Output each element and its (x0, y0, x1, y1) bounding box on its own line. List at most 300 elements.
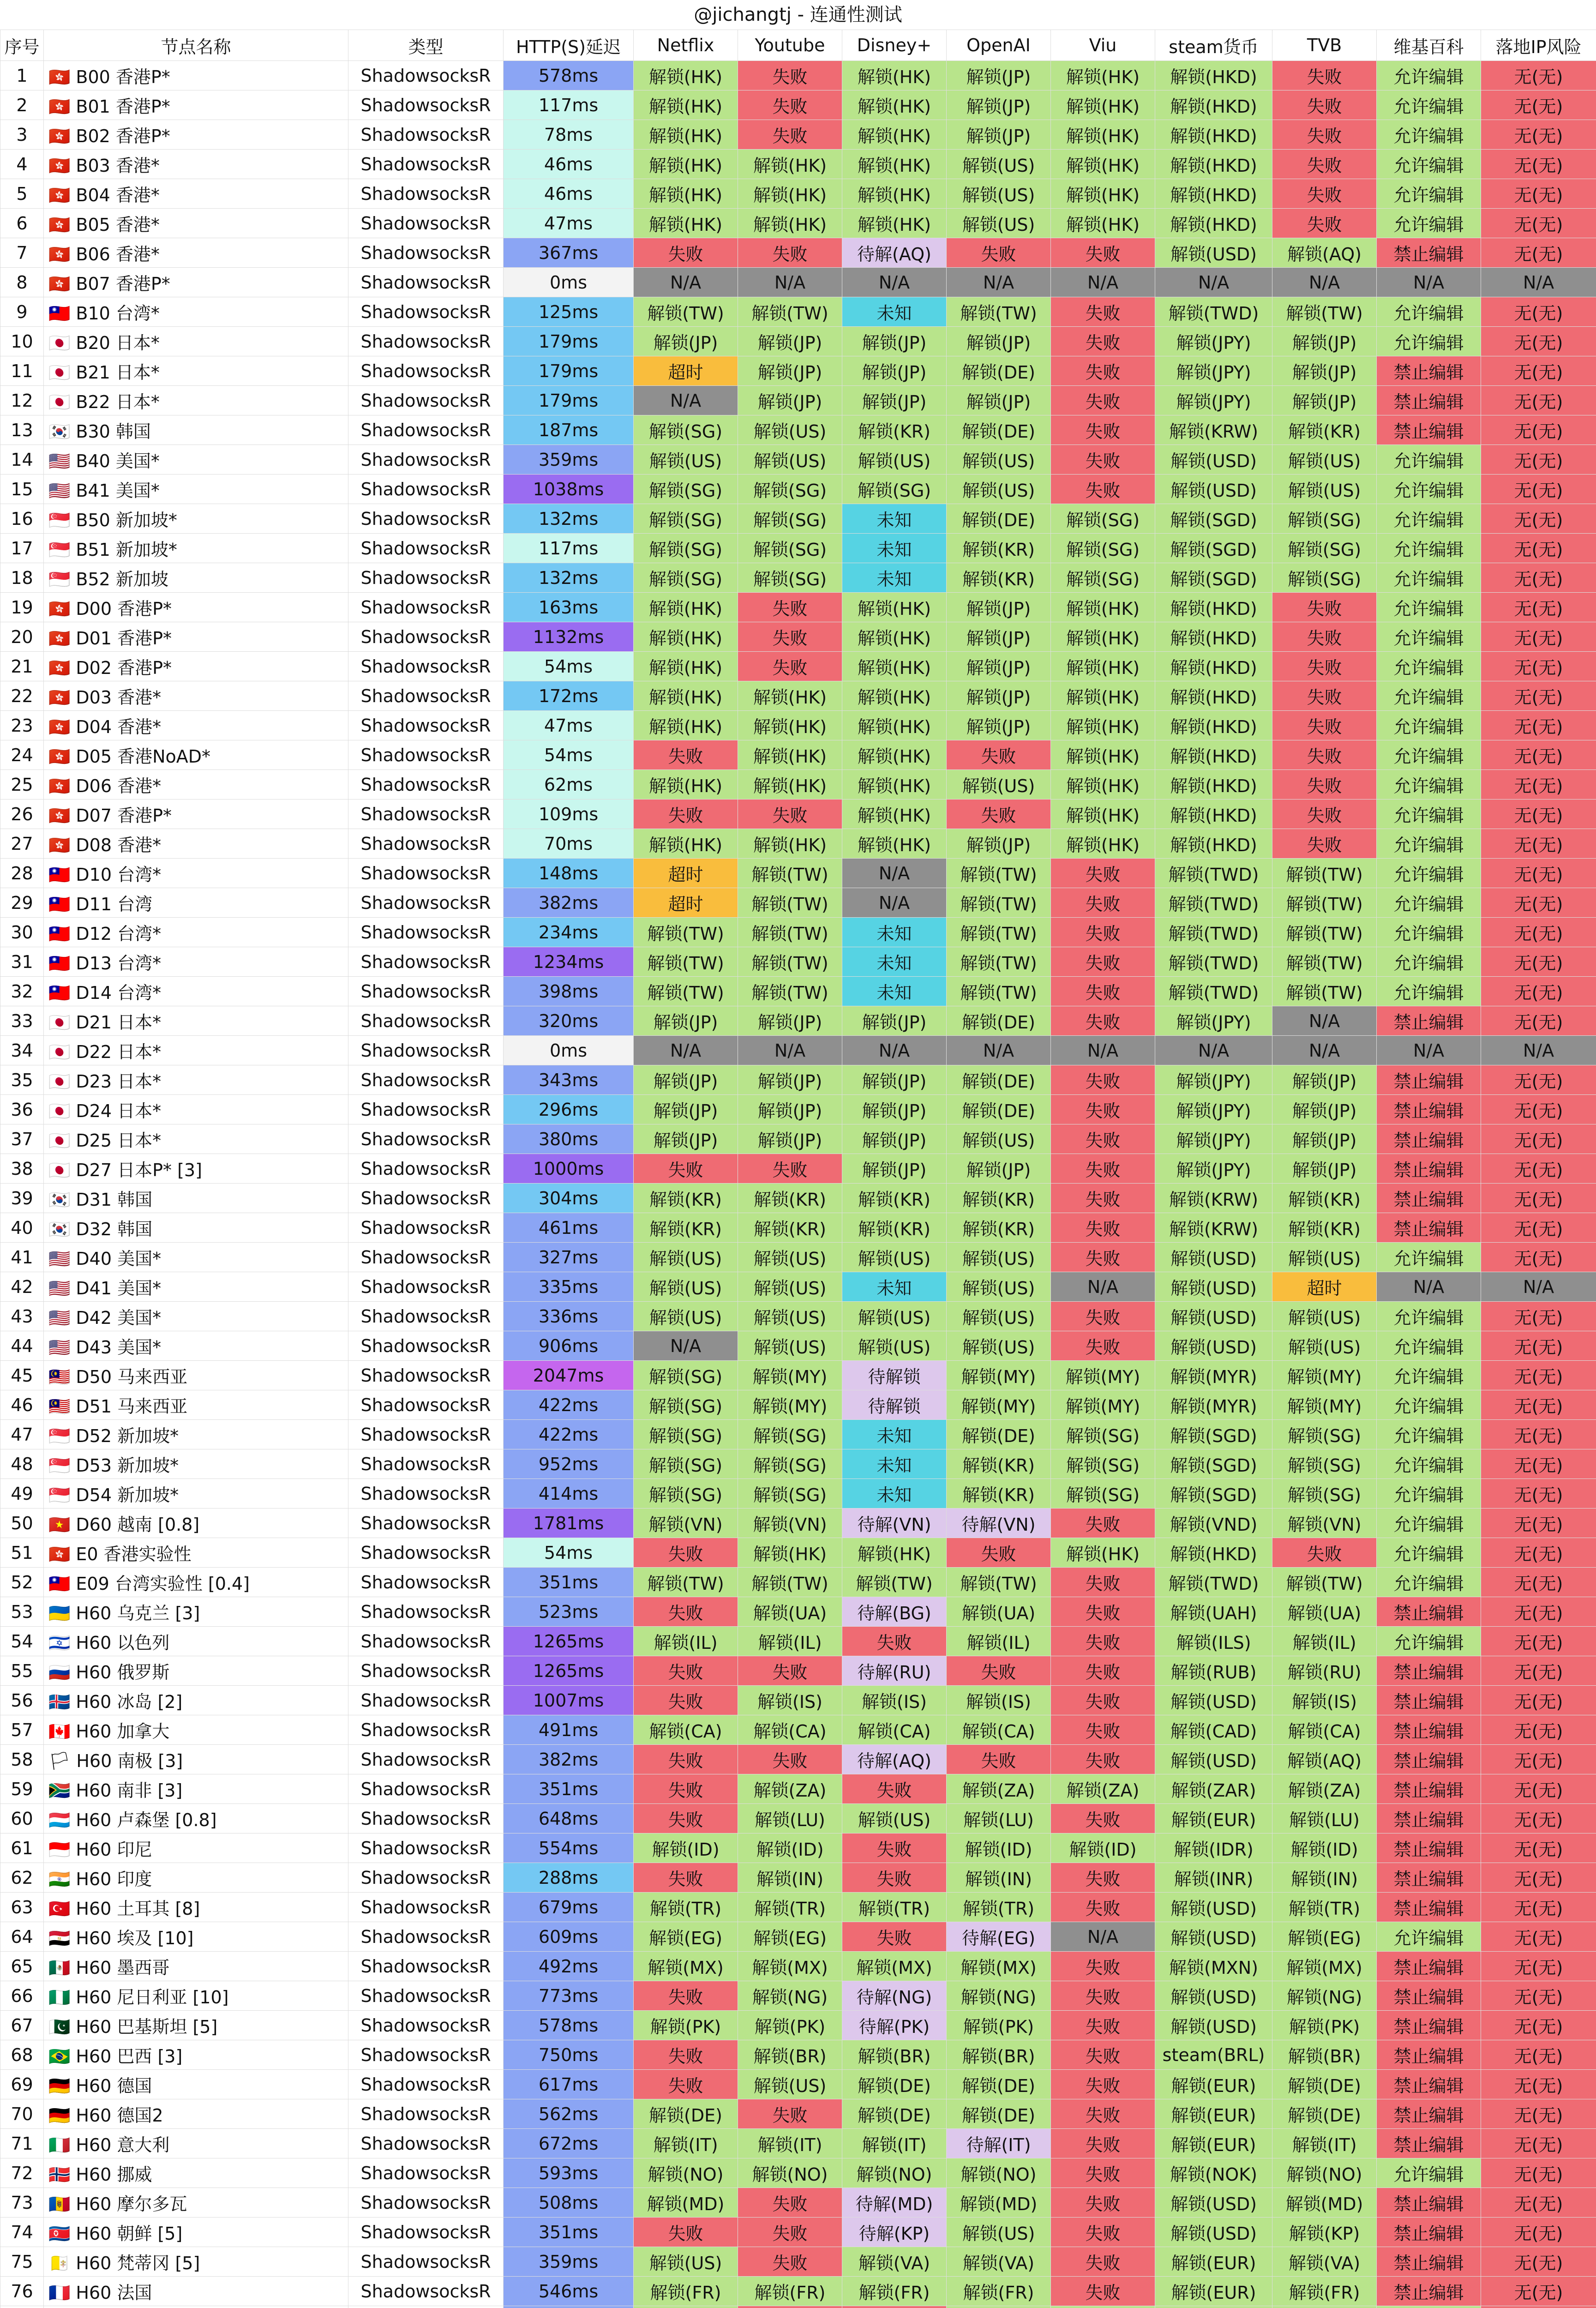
status-cell: 解锁(JP) (842, 386, 947, 415)
status-cell: 失败 (1272, 622, 1377, 652)
status-cell: 失败 (634, 238, 738, 268)
status-cell: 失败 (634, 1597, 738, 1627)
status-cell: 解锁(TW) (947, 888, 1051, 918)
status-cell: 失败 (1272, 61, 1377, 90)
row-index: 58 (0, 1745, 44, 1774)
status-cell: 无(无) (1481, 386, 1596, 415)
row-index: 31 (0, 947, 44, 977)
node-type: ShadowsocksR (348, 947, 504, 977)
status-cell: 解锁(HKD) (1155, 90, 1272, 120)
node-type: ShadowsocksR (348, 1361, 504, 1390)
row-index: 10 (0, 327, 44, 356)
status-cell: 失败 (842, 1627, 947, 1656)
status-cell: 解锁(HK) (842, 150, 947, 179)
status-cell: 解锁(MX) (947, 1952, 1051, 1981)
status-cell: 解锁(HKD) (1155, 799, 1272, 829)
status-cell: 禁止编辑 (1377, 1981, 1481, 2011)
status-cell: 解锁(USD) (1155, 445, 1272, 475)
status-cell: 无(无) (1481, 1981, 1596, 2011)
status-cell: 失败 (842, 1774, 947, 1804)
status-cell: 解锁(DE) (947, 2099, 1051, 2129)
status-cell: 解锁(NOK) (1155, 2158, 1272, 2188)
status-cell: 解锁(KR) (947, 1479, 1051, 1509)
status-cell: 解锁(JP) (634, 327, 738, 356)
status-cell: 禁止编辑 (1377, 1095, 1481, 1124)
latency-cell: 109ms (504, 799, 634, 829)
latency-cell: 952ms (504, 1449, 634, 1479)
status-cell: 解锁(JP) (842, 1154, 947, 1184)
status-cell: 禁止编辑 (1377, 1006, 1481, 1036)
row-index: 2 (0, 90, 44, 120)
status-cell: 禁止编辑 (1377, 1745, 1481, 1774)
table-row (0, 297, 1596, 327)
status-cell: 待解锁 (842, 1390, 947, 1420)
status-cell: 允许编辑 (1377, 563, 1481, 593)
row-index: 60 (0, 1804, 44, 1833)
status-cell: 解锁(US) (1272, 1302, 1377, 1331)
node-type: ShadowsocksR (348, 1656, 504, 1686)
status-cell: 解锁(HK) (634, 179, 738, 209)
status-cell: 解锁(US) (842, 1331, 947, 1361)
latency-cell: 523ms (504, 1597, 634, 1627)
status-cell: 失败 (634, 799, 738, 829)
row-index: 69 (0, 2070, 44, 2099)
row-index: 29 (0, 888, 44, 918)
status-cell: 失败 (738, 799, 842, 829)
status-cell: 解锁(SG) (738, 1479, 842, 1509)
node-type: ShadowsocksR (348, 2218, 504, 2247)
latency-cell: 132ms (504, 504, 634, 534)
status-cell: 待解(AQ) (842, 238, 947, 268)
status-cell: N/A (634, 268, 738, 297)
node-name: 🇹🇷 H60 土耳其 [8] (44, 1893, 348, 1922)
status-cell: 解锁(TW) (738, 859, 842, 888)
latency-cell: 179ms (504, 356, 634, 386)
status-cell: 失败 (1051, 1331, 1155, 1361)
latency-cell: 1000ms (504, 1154, 634, 1184)
status-cell: N/A (1155, 268, 1272, 297)
row-index: 70 (0, 2099, 44, 2129)
status-cell: 失败 (1051, 1893, 1155, 1922)
status-cell: 解锁(JP) (1272, 1154, 1377, 1184)
row-index: 27 (0, 829, 44, 859)
node-name: 🇮🇹 H60 意大利 (44, 2129, 348, 2158)
status-cell: 解锁(IT) (738, 2129, 842, 2158)
status-cell: 解锁(MXN) (1155, 1952, 1272, 1981)
status-cell: 失败 (1272, 740, 1377, 770)
node-name: 🇸🇬 B52 新加坡 (44, 563, 348, 593)
status-cell: 解锁(TW) (947, 859, 1051, 888)
status-cell: 未知 (842, 1449, 947, 1479)
node-name: 🇮🇱 H60 以色列 (44, 1627, 348, 1656)
node-type: ShadowsocksR (348, 1449, 504, 1479)
status-cell: 解锁(USD) (1155, 475, 1272, 504)
status-cell: 禁止编辑 (1377, 1656, 1481, 1686)
table-row (0, 1302, 1596, 1331)
table-row (0, 2040, 1596, 2070)
status-cell: 无(无) (1481, 2011, 1596, 2040)
status-cell: 解锁(MD) (634, 2188, 738, 2218)
node-type: ShadowsocksR (348, 1509, 504, 1538)
latency-cell: 2047ms (504, 1361, 634, 1390)
status-cell: 解锁(HK) (842, 740, 947, 770)
row-index: 34 (0, 1036, 44, 1065)
table-row (0, 1361, 1596, 1390)
table-row (0, 622, 1596, 652)
status-cell: 无(无) (1481, 1686, 1596, 1715)
status-cell: 解锁(USD) (1155, 1272, 1272, 1302)
status-cell: 解锁(PK) (738, 2011, 842, 2040)
status-cell: 解锁(HK) (842, 681, 947, 711)
node-type: ShadowsocksR (348, 1213, 504, 1243)
node-name: 🇭🇰 D08 香港* (44, 829, 348, 859)
latency-cell: 288ms (504, 1863, 634, 1893)
row-index: 24 (0, 740, 44, 770)
status-cell: 解锁(JP) (1272, 386, 1377, 415)
node-name: 🇹🇼 D12 台湾* (44, 918, 348, 947)
status-cell: 失败 (1051, 1302, 1155, 1331)
status-cell: 允许编辑 (1377, 622, 1481, 652)
status-cell: 解锁(KR) (842, 1213, 947, 1243)
status-cell: 允许编辑 (1377, 297, 1481, 327)
status-cell: 无(无) (1481, 1833, 1596, 1863)
node-name: 🇲🇾 D50 马来西亚 (44, 1361, 348, 1390)
node-type: ShadowsocksR (348, 1893, 504, 1922)
status-cell: 解锁(VN) (1272, 1509, 1377, 1538)
status-cell: N/A (1377, 268, 1481, 297)
status-cell: 解锁(MX) (634, 1952, 738, 1981)
status-cell: 解锁(TW) (1272, 297, 1377, 327)
status-cell: N/A (1051, 1036, 1155, 1065)
status-cell: 解锁(DE) (842, 2070, 947, 2099)
status-cell: 无(无) (1481, 1390, 1596, 1420)
status-cell: 解锁(SG) (1051, 504, 1155, 534)
status-cell: 解锁(BR) (842, 2040, 947, 2070)
status-cell: 失败 (1051, 2129, 1155, 2158)
status-cell: 失败 (738, 652, 842, 681)
status-cell: 禁止编辑 (1377, 2070, 1481, 2099)
node-name: 🇷🇺 H60 俄罗斯 (44, 1656, 348, 1686)
status-cell: 允许编辑 (1377, 681, 1481, 711)
status-cell: 禁止编辑 (1377, 1213, 1481, 1243)
node-name: 🇹🇼 D13 台湾* (44, 947, 348, 977)
status-cell: 解锁(TW) (634, 947, 738, 977)
status-cell: 无(无) (1481, 2188, 1596, 2218)
status-cell: 解锁(EG) (634, 1922, 738, 1952)
status-cell: N/A (842, 268, 947, 297)
node-name: 🇯🇵 D27 日本P* [3] (44, 1154, 348, 1184)
status-cell: 解锁(HK) (634, 209, 738, 238)
table-row (0, 799, 1596, 829)
node-type: ShadowsocksR (348, 1243, 504, 1272)
status-cell: 失败 (1272, 593, 1377, 622)
row-index: 7 (0, 238, 44, 268)
status-cell: 解锁(KR) (738, 1184, 842, 1213)
status-cell: 解锁(SG) (842, 475, 947, 504)
status-cell: 解锁(HKD) (1155, 61, 1272, 90)
status-cell: 无(无) (1481, 740, 1596, 770)
status-cell: 解锁(TR) (947, 1893, 1051, 1922)
status-cell: 失败 (634, 1774, 738, 1804)
status-cell: 解锁(JP) (634, 1095, 738, 1124)
status-cell: 解锁(JPY) (1155, 327, 1272, 356)
status-cell: 失败 (634, 1656, 738, 1686)
status-cell: 失败 (738, 120, 842, 150)
status-cell: 失败 (634, 2070, 738, 2099)
node-type: ShadowsocksR (348, 1538, 504, 1568)
status-cell: 禁止编辑 (1377, 1833, 1481, 1863)
latency-cell: 1265ms (504, 1627, 634, 1656)
table-row (0, 829, 1596, 859)
node-name: 🇭🇰 B00 香港P* (44, 61, 348, 90)
status-cell: 失败 (1051, 415, 1155, 445)
node-type: ShadowsocksR (348, 2277, 504, 2306)
status-cell: 解锁(TW) (1272, 859, 1377, 888)
latency-cell: 562ms (504, 2099, 634, 2129)
status-cell: 解锁(RU) (1272, 1656, 1377, 1686)
status-cell: 解锁(ID) (947, 1833, 1051, 1863)
status-cell: 无(无) (1481, 799, 1596, 829)
status-cell: 无(无) (1481, 209, 1596, 238)
node-name: 🇩🇪 H60 德国 (44, 2070, 348, 2099)
status-cell: 解锁(KP) (1272, 2218, 1377, 2247)
status-cell: 允许编辑 (1377, 475, 1481, 504)
status-cell (947, 2306, 1051, 2308)
latency-cell: 1234ms (504, 947, 634, 977)
node-name: 🇿🇦 H60 南非 [3] (44, 1774, 348, 1804)
status-cell: 解锁(LU) (1272, 1804, 1377, 1833)
node-name: 🇮🇸 H60 冰岛 [2] (44, 1686, 348, 1715)
node-name: 🇮🇩 H60 印尼 (44, 1833, 348, 1863)
status-cell: 解锁(JP) (1272, 356, 1377, 386)
status-cell: 解锁(HK) (634, 120, 738, 150)
status-cell: 解锁(KR) (947, 1184, 1051, 1213)
table-row (0, 61, 1596, 90)
status-cell: 解锁(ZA) (947, 1774, 1051, 1804)
table-row (0, 1479, 1596, 1509)
row-index: 57 (0, 1715, 44, 1745)
row-index: 71 (0, 2129, 44, 2158)
row-index: 15 (0, 475, 44, 504)
status-cell: 失败 (1051, 1184, 1155, 1213)
latency-cell: 750ms (504, 2040, 634, 2070)
status-cell: 解锁(TW) (1272, 977, 1377, 1006)
status-cell (1051, 2306, 1155, 2308)
latency-cell: 359ms (504, 445, 634, 475)
status-cell: 失败 (634, 2218, 738, 2247)
status-cell: 解锁(UA) (1272, 1597, 1377, 1627)
row-index: 54 (0, 1627, 44, 1656)
latency-cell: 54ms (504, 652, 634, 681)
status-cell: 允许编辑 (1377, 1568, 1481, 1597)
status-cell: steam(BRL) (1155, 2040, 1272, 2070)
latency-cell: 320ms (504, 1006, 634, 1036)
status-cell: 解锁(NO) (947, 2158, 1051, 2188)
row-index: 17 (0, 534, 44, 563)
status-cell: 解锁(HKD) (1155, 652, 1272, 681)
status-cell: 无(无) (1481, 445, 1596, 475)
latency-cell: 117ms (504, 534, 634, 563)
node-type: ShadowsocksR (348, 1952, 504, 1981)
node-name: 🇹🇼 D14 台湾* (44, 977, 348, 1006)
node-type: ShadowsocksR (348, 1302, 504, 1331)
status-cell: 允许编辑 (1377, 947, 1481, 977)
status-cell: 失败 (738, 2247, 842, 2277)
status-cell: 无(无) (1481, 2158, 1596, 2188)
status-cell: 未知 (842, 918, 947, 947)
status-cell: 解锁(UA) (947, 1597, 1051, 1627)
status-cell: 失败 (1272, 652, 1377, 681)
row-index: 50 (0, 1509, 44, 1538)
status-cell: 解锁(EUR) (1155, 2070, 1272, 2099)
table-row (0, 1154, 1596, 1184)
status-cell: 解锁(US) (738, 445, 842, 475)
status-cell: 无(无) (1481, 504, 1596, 534)
table-row (0, 1686, 1596, 1715)
node-type: ShadowsocksR (348, 1745, 504, 1774)
status-cell: N/A (634, 1331, 738, 1361)
status-cell: 失败 (1051, 2218, 1155, 2247)
status-cell: 无(无) (1481, 1331, 1596, 1361)
row-index: 61 (0, 1833, 44, 1863)
latency-cell: 117ms (504, 90, 634, 120)
row-index: 36 (0, 1095, 44, 1124)
status-cell: 失败 (947, 740, 1051, 770)
status-cell: 解锁(KR) (738, 1213, 842, 1243)
status-cell: 解锁(JPY) (1155, 356, 1272, 386)
status-cell: 解锁(JPY) (1155, 1154, 1272, 1184)
status-cell: N/A (1155, 1036, 1272, 1065)
status-cell: 无(无) (1481, 2040, 1596, 2070)
status-cell: 解锁(USD) (1155, 1922, 1272, 1952)
status-cell: 无(无) (1481, 1213, 1596, 1243)
status-cell: 解锁(EUR) (1155, 2277, 1272, 2306)
status-cell: 解锁(TWD) (1155, 1568, 1272, 1597)
status-cell: 解锁(HKD) (1155, 120, 1272, 150)
status-cell: 解锁(US) (842, 1302, 947, 1331)
node-type: ShadowsocksR (348, 1095, 504, 1124)
row-index: 75 (0, 2247, 44, 2277)
node-name: 🇭🇰 D01 香港P* (44, 622, 348, 652)
status-cell: 失败 (634, 740, 738, 770)
status-cell: 无(无) (1481, 1597, 1596, 1627)
status-cell: 解锁(SG) (738, 1449, 842, 1479)
status-cell: 解锁(HK) (738, 829, 842, 859)
status-cell: 禁止编辑 (1377, 1184, 1481, 1213)
status-cell: 解锁(SGD) (1155, 1449, 1272, 1479)
node-name: 🇯🇵 D24 日本* (44, 1095, 348, 1124)
status-cell: 解锁(SG) (1272, 1449, 1377, 1479)
column-header: 维基百科 (1377, 30, 1481, 61)
latency-cell: 554ms (504, 1833, 634, 1863)
status-cell: N/A (1272, 268, 1377, 297)
node-type: ShadowsocksR (348, 593, 504, 622)
node-name: 🇸🇬 B51 新加坡* (44, 534, 348, 563)
status-cell: 解锁(MY) (1272, 1361, 1377, 1390)
node-type (348, 2306, 504, 2308)
status-cell: 解锁(HK) (1051, 770, 1155, 799)
row-index: 33 (0, 1006, 44, 1036)
status-cell: 解锁(HK) (842, 209, 947, 238)
node-name: 🇺🇸 D43 美国* (44, 1331, 348, 1361)
latency-cell: 351ms (504, 1774, 634, 1804)
status-cell: 失败 (738, 90, 842, 120)
status-cell: 允许编辑 (1377, 593, 1481, 622)
row-index: 67 (0, 2011, 44, 2040)
status-cell: 失败 (1051, 2247, 1155, 2277)
status-cell: 允许编辑 (1377, 445, 1481, 475)
status-cell: 无(无) (1481, 770, 1596, 799)
node-name: 🇰🇵 H60 朝鲜 [5] (44, 2218, 348, 2247)
status-cell: 解锁(JP) (947, 1154, 1051, 1184)
status-cell: 解锁(VN) (634, 1509, 738, 1538)
status-cell: 解锁(SG) (634, 475, 738, 504)
row-index: 76 (0, 2277, 44, 2306)
node-name: 🇰🇷 D32 韩国 (44, 1213, 348, 1243)
status-cell: 解锁(TW) (634, 297, 738, 327)
status-cell: 解锁(TWD) (1155, 918, 1272, 947)
status-cell: 解锁(DE) (947, 1065, 1051, 1095)
status-cell: 解锁(IN) (947, 1863, 1051, 1893)
status-cell: 无(无) (1481, 1243, 1596, 1272)
node-name: 🇳🇬 H60 尼日利亚 [10] (44, 1981, 348, 2011)
status-cell: 解锁(HKD) (1155, 829, 1272, 859)
node-type: ShadowsocksR (348, 415, 504, 445)
status-cell: 无(无) (1481, 1479, 1596, 1509)
node-name: 🇲🇽 H60 墨西哥 (44, 1952, 348, 1981)
row-index: 5 (0, 179, 44, 209)
node-type: ShadowsocksR (348, 268, 504, 297)
status-cell: 失败 (1051, 1804, 1155, 1833)
node-name: 🇰🇷 D31 韩国 (44, 1184, 348, 1213)
table-row (0, 2070, 1596, 2099)
status-cell: 解锁(MX) (842, 1952, 947, 1981)
status-cell: 解锁(USD) (1155, 1302, 1272, 1331)
status-cell: 解锁(HK) (634, 90, 738, 120)
status-cell: 解锁(US) (947, 1272, 1051, 1302)
status-cell: 解锁(SG) (1051, 563, 1155, 593)
status-cell: 解锁(CAD) (1155, 1715, 1272, 1745)
status-cell: 解锁(IDR) (1155, 1833, 1272, 1863)
status-cell: 解锁(JP) (1272, 327, 1377, 356)
status-cell: 解锁(IT) (842, 2129, 947, 2158)
status-cell: 解锁(SG) (634, 504, 738, 534)
table-row (0, 947, 1596, 977)
row-index: 41 (0, 1243, 44, 1272)
status-cell: 解锁(US) (634, 1243, 738, 1272)
status-cell: 解锁(US) (947, 150, 1051, 179)
status-cell: 禁止编辑 (1377, 1893, 1481, 1922)
status-cell: 解锁(HK) (1051, 179, 1155, 209)
status-cell: 解锁(SGD) (1155, 1479, 1272, 1509)
status-cell: 允许编辑 (1377, 61, 1481, 90)
status-cell: 无(无) (1481, 238, 1596, 268)
latency-cell: 47ms (504, 209, 634, 238)
latency-cell: 351ms (504, 1568, 634, 1597)
latency-cell: 422ms (504, 1390, 634, 1420)
node-type: ShadowsocksR (348, 1390, 504, 1420)
node-type: ShadowsocksR (348, 1124, 504, 1154)
latency-cell: 380ms (504, 1124, 634, 1154)
status-cell: 禁止编辑 (1377, 1804, 1481, 1833)
status-cell: 解锁(KR) (634, 1213, 738, 1243)
node-type: ShadowsocksR (348, 1804, 504, 1833)
status-cell: 解锁(ILS) (1155, 1627, 1272, 1656)
status-cell: 解锁(HK) (1051, 740, 1155, 770)
row-index: 37 (0, 1124, 44, 1154)
table-row (0, 1124, 1596, 1154)
table-row (0, 770, 1596, 799)
